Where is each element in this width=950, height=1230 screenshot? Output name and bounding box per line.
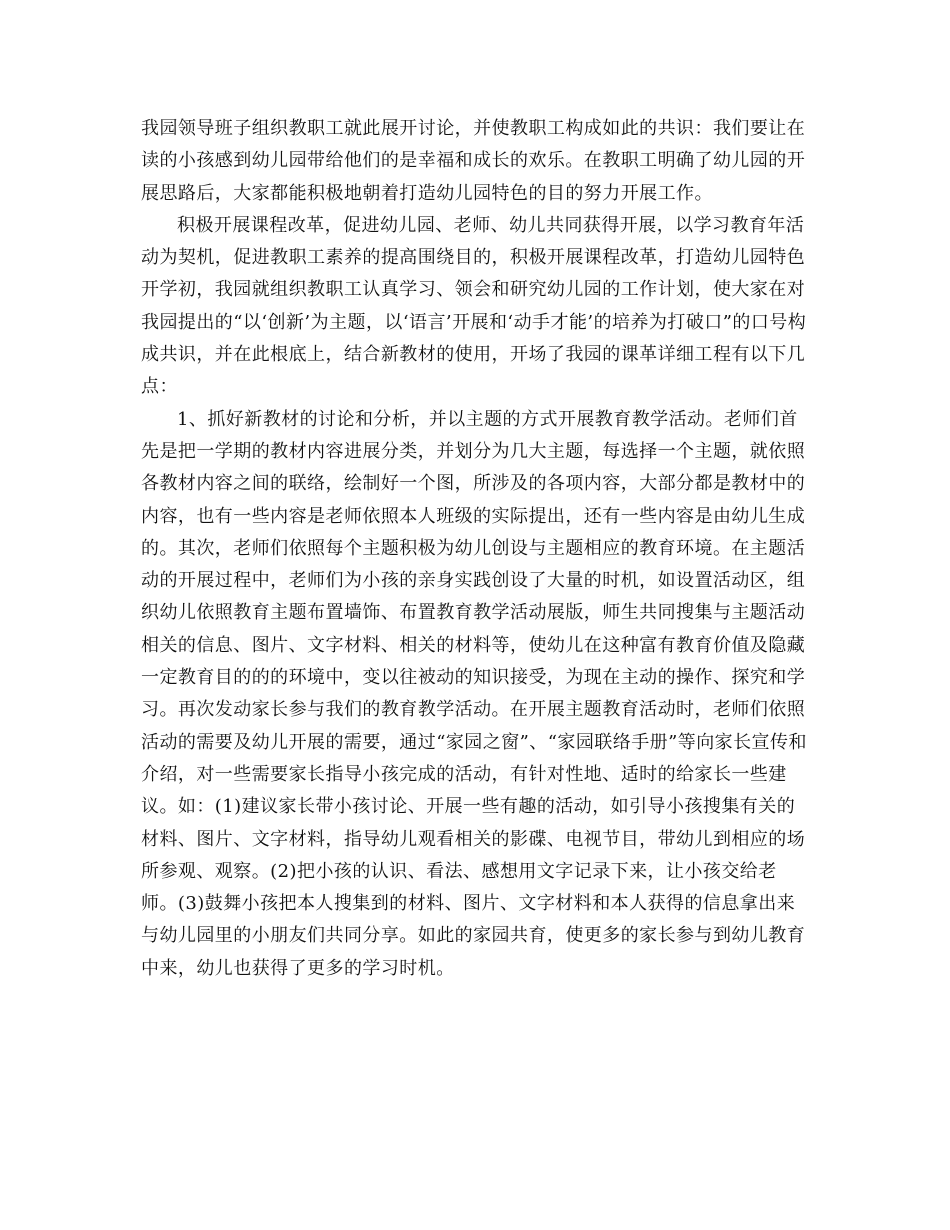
- paragraph-item-1: 1、抓好新教材的讨论和分析，并以主题的方式开展教育教学活动。老师们首先是把一学期的教材内容进展分类，并划分为几大主题，每选择一个主题，就依照各教材内容之间的联络，绘制好一个图，所涉及的各项内容，大部分都是教材中的内容，也有一些内容是老师依照本人班级的实际提出，还有一些内容是由幼儿生成的。其次，老师们依照每个主题积极为幼儿创设与主题相应的教育环境。在主题活动的开展过程中，老师们为小孩的亲身实践创设了大量的时机，如设置活动区，组织幼儿依照教育主题布置墙饰、布置教育教学活动展版，师生共同搜集与主题活动相关的信息、图片、文字材料、相关的材料等，使幼儿在这种富有教育价值及隐藏一定教育目的的的环境中，变以往被动的知识接受，为现在主动的操作、探究和学习。再次发动家长参与我们的教育教学活动。在开展主题教育活动时，老师们依照活动的需要及幼儿开展的需要，通过“家园之窗”、“家园联络手册”等向家长宣传和介绍，对一些需要家长指导小孩完成的活动，有针对性地、适时的给家长一些建议。如：(1)建议家长带小孩讨论、开展一些有趣的活动，如引导小孩搜集有关的材料、图片、文字材料，指导幼儿观看相关的影碟、电视节目，带幼儿到相应的场所参观、观察。(2)把小孩的认识、看法、感想用文字记录下来，让小孩交给老师。(3)鼓舞小孩把本人搜集到的材料、图片、文字材料和本人获得的信息拿出来与幼儿园里的小朋友们共同分享。如此的家园共育，使更多的家长参与到幼儿教育中来，幼儿也获得了更多的学习时机。: [141, 408, 807, 979]
- paragraph-curriculum-reform: 积极开展课程改革，促进幼儿园、老师、幼儿共同获得开展，以学习教育年活动为契机，促进教职工素养的提高围绕目的，积极开展课程改革，打造幼儿园特色开学初，我园就组织教职工认真学习、领会和研究幼儿园的工作计划，使大家在对我园提出的“以‘创新’为主题，以‘语言’开展和‘动手才能’的培养为打破口”的口号构成共识，并在此根底上，结合新教材的使用，开场了我园的课革详细工程有以下几点：: [141, 214, 807, 398]
- paragraph-intro-continuation: 我园领导班子组织教职工就此展开讨论，并使教职工构成如此的共识：我们要让在读的小孩感到幼儿园带给他们的是幸福和成长的欢乐。在教职工明确了幼儿园的开展思路后，大家都能积极地朝着打造幼儿园特色的目的努力开展工作。: [141, 118, 806, 204]
- document-page: [141, 113, 813, 985]
